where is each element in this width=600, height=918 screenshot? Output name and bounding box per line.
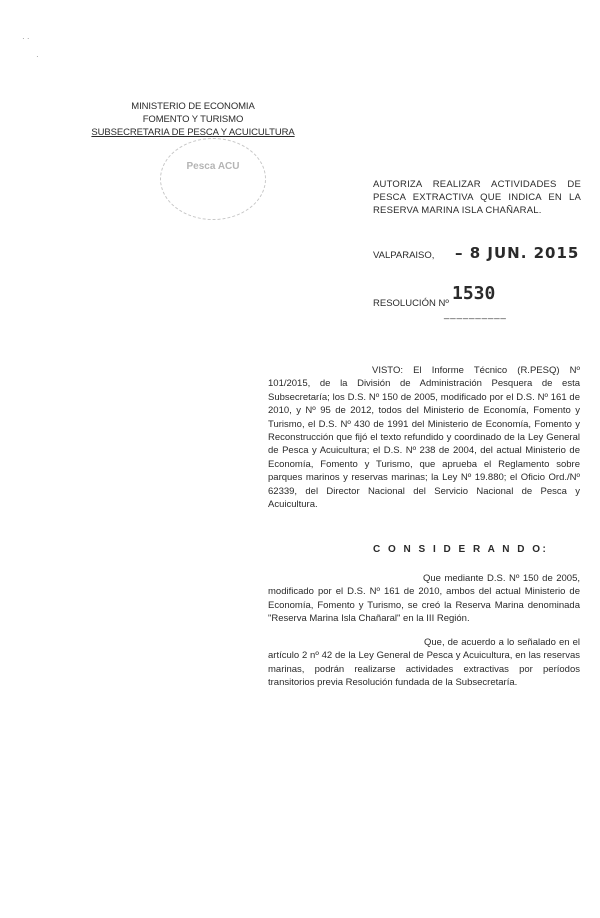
ministry-name: MINISTERIO DE ECONOMIA [131,101,255,112]
considerando-heading: C O N S I D E R A N D O: [373,544,549,555]
scan-mark-2: · [36,52,39,61]
resolution-number: 1530 [452,283,496,304]
resolution-subject: AUTORIZA REALIZAR ACTIVIDADES DE PESCA EXTRACTIVA QUE INDICA EN LA RESERVA MARINA ISLA CHAÑARAL. [373,179,581,216]
considerando-paragraph-1: Que mediante D.S. Nº 150 de 2005, modificado por el D.S. Nº 161 de 2010, ambos del actual Ministerio de Economía, Fomento y Turismo, se creó la Reserva Marina denominada "Reserva Marina Isla Chañaral" en la III Región. [268,573,580,625]
considerando-paragraph-2: Que, de acuerdo a lo señalado en el artículo 2 nº 42 de la Ley General de Pesca y Acuicultura, en las reservas marinas, podrán realizarse actividades extractivas por períodos transitorios previa Resolución fundada de la Subsecretaría. [268,637,580,689]
resolution-label: RESOLUCIÓN Nº [373,298,449,309]
visto-paragraph: VISTO: El Informe Técnico (R.PESQ) Nº 101/2015, de la División de Administración Pesquera de esta Subsecretaría; los D.S. Nº 150 de 2005, modificado por el D.S. Nº 161 de 2010, y Nº 95 de 2012, todos del Ministerio de Economía, Fomento y Turismo, el D.S. Nº 430 de 1991 del Ministerio de Economía, Fomento y Reconstrucción que fijó el texto refundido y coordinado de la Ley General de Pesca y Acuicultura; el D.S. Nº 238 de 2004, del actual Ministerio de Economía, Fomento y Turismo, que aprueba el Reglamento sobre parques marinos y reservas marinas; la Ley Nº 19.880; el Oficio Ord./Nº 62339, del Director Nacional del Servicio Nacional de Pesca y Acuicultura. [268,365,580,511]
resolution-underline: __________ [444,309,507,320]
seal-text: Pesca ACU [186,161,240,172]
place-label: VALPARAISO, [373,250,435,261]
official-seal [160,138,266,220]
scan-mark: · · [22,34,30,43]
date-stamp: – 8 JUN. 2015 [455,244,580,262]
letterhead [88,100,298,139]
ministry-name-2: FOMENTO Y TURISMO [142,114,244,125]
subsecretaria-name: SUBSECRETARIA DE PESCA Y ACUICULTURA [91,127,295,138]
